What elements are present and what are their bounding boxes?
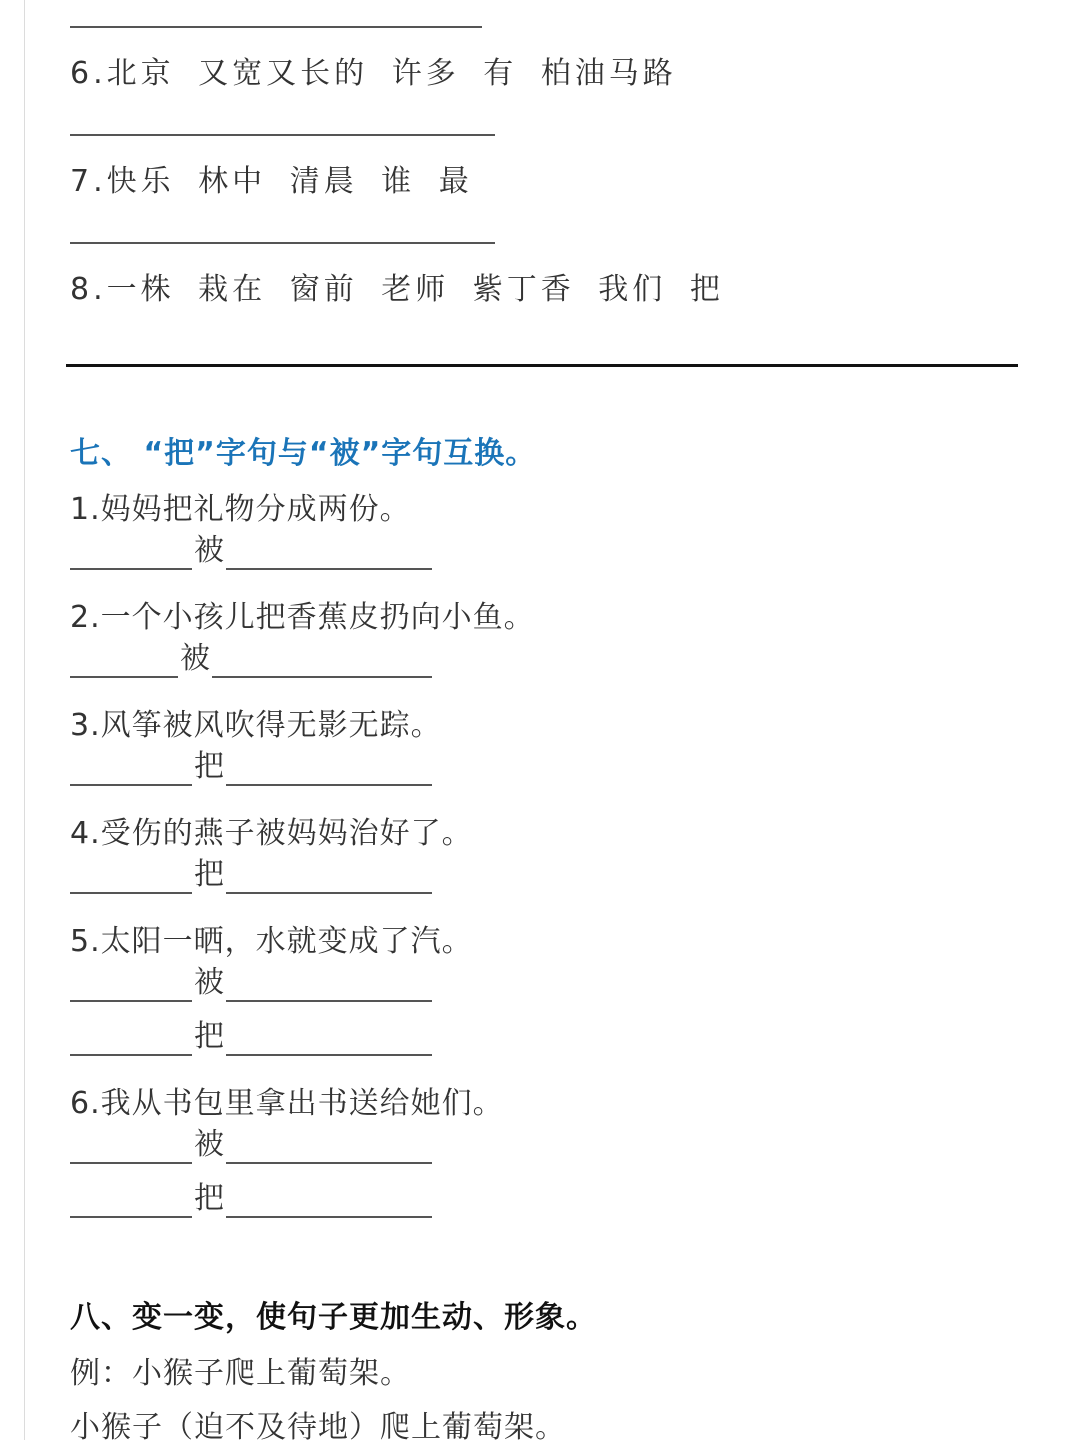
s8-example: 例：小猴子爬上葡萄架。 — [70, 1356, 411, 1391]
blank-after[interactable] — [226, 568, 432, 570]
s7-answer-row-3[interactable] — [70, 746, 432, 786]
s7-sentence-6: 6.我从书包里拿出书送给她们。 — [70, 1086, 504, 1121]
keyword: 把 — [194, 857, 224, 892]
answer-line[interactable] — [70, 242, 495, 244]
s7-sentence-1: 1.妈妈把礼物分成两份。 — [70, 492, 411, 527]
keyword: 把 — [194, 749, 224, 784]
s7-answer-row-6b[interactable] — [70, 1178, 432, 1218]
blank-before[interactable] — [70, 1162, 192, 1164]
keyword: 被 — [180, 641, 210, 676]
s7-answer-row-1[interactable] — [70, 530, 432, 570]
blank-after[interactable] — [226, 1216, 432, 1218]
keyword: 把 — [194, 1019, 224, 1054]
blank-before[interactable] — [70, 1216, 192, 1218]
blank-after[interactable] — [226, 892, 432, 894]
blank-after[interactable] — [226, 1054, 432, 1056]
question-6: 6.北京 又宽又长的 许多 有 柏油马路 — [70, 56, 677, 91]
s7-sentence-5: 5.太阳一晒，水就变成了汽。 — [70, 924, 473, 959]
section-divider — [66, 364, 1018, 367]
answer-line[interactable] — [70, 134, 495, 136]
question-8: 8.一株 栽在 窗前 老师 紫丁香 我们 把 — [70, 272, 724, 307]
answer-line[interactable] — [70, 26, 482, 28]
blank-before[interactable] — [70, 1000, 192, 1002]
blank-before[interactable] — [70, 568, 192, 570]
page-left-border — [24, 0, 25, 1440]
s7-answer-row-5a[interactable] — [70, 962, 432, 1002]
s7-sentence-4: 4.受伤的燕子被妈妈治好了。 — [70, 816, 473, 851]
s7-answer-row-5b[interactable] — [70, 1016, 432, 1056]
question-7: 7.快乐 林中 清晨 谁 最 — [70, 164, 473, 199]
blank-after[interactable] — [226, 1000, 432, 1002]
keyword: 被 — [194, 965, 224, 1000]
s7-answer-row-6a[interactable] — [70, 1124, 432, 1164]
keyword: 被 — [194, 1127, 224, 1162]
blank-before[interactable] — [70, 784, 192, 786]
blank-after[interactable] — [226, 1162, 432, 1164]
blank-after[interactable] — [226, 784, 432, 786]
keyword: 把 — [194, 1181, 224, 1216]
blank-before[interactable] — [70, 676, 178, 678]
blank-before[interactable] — [70, 892, 192, 894]
s7-sentence-2: 2.一个小孩儿把香蕉皮扔向小鱼。 — [70, 600, 535, 635]
blank-before[interactable] — [70, 1054, 192, 1056]
section-8-heading: 八、变一变，使句子更加生动、形象。 — [70, 1300, 597, 1335]
s7-answer-row-4[interactable] — [70, 854, 432, 894]
s8-example-answer: 小猴子（迫不及待地）爬上葡萄架。 — [70, 1410, 566, 1445]
s7-answer-row-2[interactable] — [70, 638, 432, 678]
blank-after[interactable] — [212, 676, 432, 678]
section-7-heading: 七、 “把”字句与“被”字句互换。 — [70, 436, 537, 471]
keyword: 被 — [194, 533, 224, 568]
s7-sentence-3: 3.风筝被风吹得无影无踪。 — [70, 708, 442, 743]
